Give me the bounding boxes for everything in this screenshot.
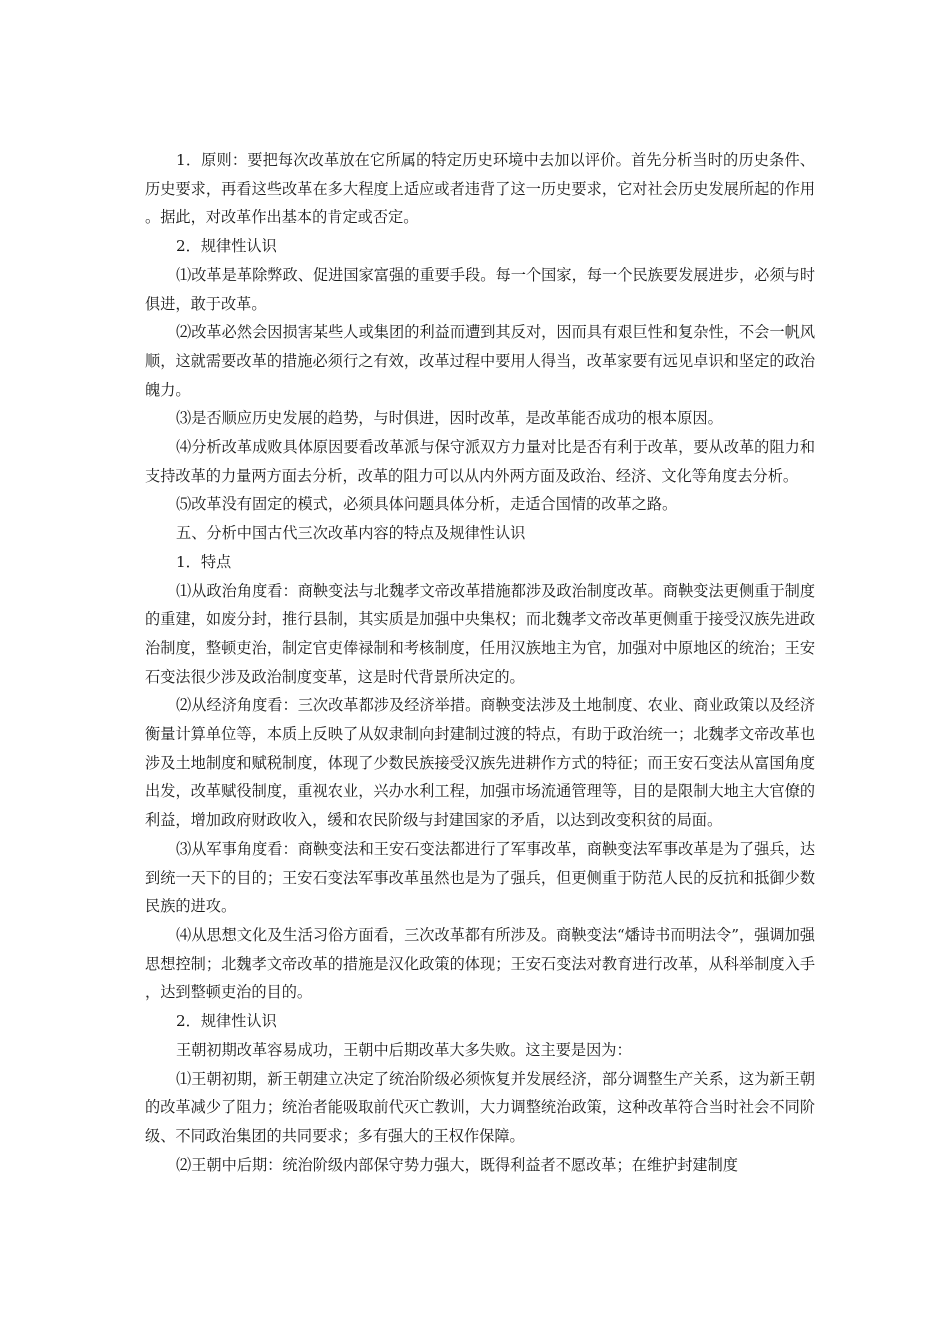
paragraph-early-dynasty: ⑴王朝初期，新王朝建立决定了统治阶级必须恢复并发展经济，部分调整生产关系，这为新王朝的改革减少了阻力；统治者能吸取前代灭亡教训，大力调整统治政策，这种改革符合当时社会不同阶级、不同政治集团的共同要求；多有强大的王权作保障。: [145, 1069, 815, 1145]
document-body: [145, 146, 815, 1179]
heading-pattern-recognition: 2．规律性认识: [176, 237, 277, 256]
heading-features: 1．特点: [176, 552, 232, 571]
paragraph-point-5: ⑸改革没有固定的模式，必须具体问题具体分析，走适合国情的改革之路。: [176, 495, 678, 514]
paragraph-feature-culture: ⑷从思想文化及生活习俗方面看，三次改革都有所涉及。商鞅变法“燔诗书而明法令”，强调加强思想控制；北魏孝文帝改革的措施是汉化政策的体现；王安石变法对教育进行改革，从科举制度入手，达到整顿吏治的目的。: [145, 925, 815, 1002]
paragraph-principle: 1．原则：要把每次改革放在它所属的特定历史环境中去加以评价。首先分析当时的历史条件、历史要求，再看这些改革在多大程度上适应或者违背了这一历史要求，它对社会历史发展所起的作用。据此，对改革作出基本的肯定或否定。: [145, 151, 815, 227]
paragraph-point-1: ⑴改革是革除弊政、促进国家富强的重要手段。每一个国家，每一个民族要发展进步，必须与时俱进，敢于改革。: [145, 265, 815, 313]
paragraph-intro: 王朝初期改革容易成功，王朝中后期改革大多失败。这主要是因为：: [176, 1040, 632, 1059]
paragraph-feature-military: ⑶从军事角度看：商鞅变法和王安石变法都进行了军事改革，商鞅变法军事改革是为了强兵，达到统一天下的目的；王安石变法军事改革虽然也是为了强兵，但更侧重于防范人民的反抗和抵御少数民族的进攻。: [145, 839, 815, 916]
paragraph-point-3: ⑶是否顺应历史发展的趋势，与时俱进，因时改革，是改革能否成功的根本原因。: [176, 409, 723, 428]
paragraph-late-dynasty: ⑵王朝中后期：统治阶级内部保守势力强大，既得利益者不愿改革；在维护封建制度: [176, 1155, 738, 1174]
paragraph-feature-economic: ⑵从经济角度看：三次改革都涉及经济举措。商鞅变法涉及土地制度、农业、商业政策以及经济衡量计算单位等，本质上反映了从奴隶制向封建制过渡的特点，有助于政治统一；北魏孝文帝改革也涉及土地制度和赋税制度，体现了少数民族接受汉族先进耕作方式的特征；而王安石变法从富国角度出发，改革赋役制度，重视农业，兴办水利工程，加强市场流通管理等，目的是限制大地主大官僚的利益，增加政府财政收入，缓和农民阶级与封建国家的矛盾，以达到改变积贫的局面。: [145, 696, 815, 830]
paragraph-feature-political: ⑴从政治角度看：商鞅变法与北魏孝文帝改革措施都涉及政治制度改革。商鞅变法更侧重于制度的重建，如废分封，推行县制，其实质是加强中央集权；而北魏孝文帝改革更侧重于接受汉族先进政治制度，整顿吏治，制定官吏俸禄制和考核制度，任用汉族地主为官，加强对中原地区的统治；王安石变法很少涉及政治制度变革，这是时代背景所决定的。: [145, 581, 815, 686]
heading-pattern-recognition-2: 2．规律性认识: [176, 1012, 277, 1031]
section-heading-five: 五、分析中国古代三次改革内容的特点及规律性认识: [176, 524, 526, 543]
paragraph-point-2: ⑵改革必然会因损害某些人或集团的利益而遭到其反对，因而具有艰巨性和复杂性，不会一帆风顺，这就需要改革的措施必须行之有效，改革过程中要用人得当，改革家要有远见卓识和坚定的政治魄力。: [145, 323, 815, 399]
paragraph-point-4: ⑷分析改革成败具体原因要看改革派与保守派双方力量对比是否有利于改革，要从改革的阻力和支持改革的力量两方面去分析，改革的阻力可以从内外两方面及政治、经济、文化等角度去分析。: [145, 438, 815, 485]
